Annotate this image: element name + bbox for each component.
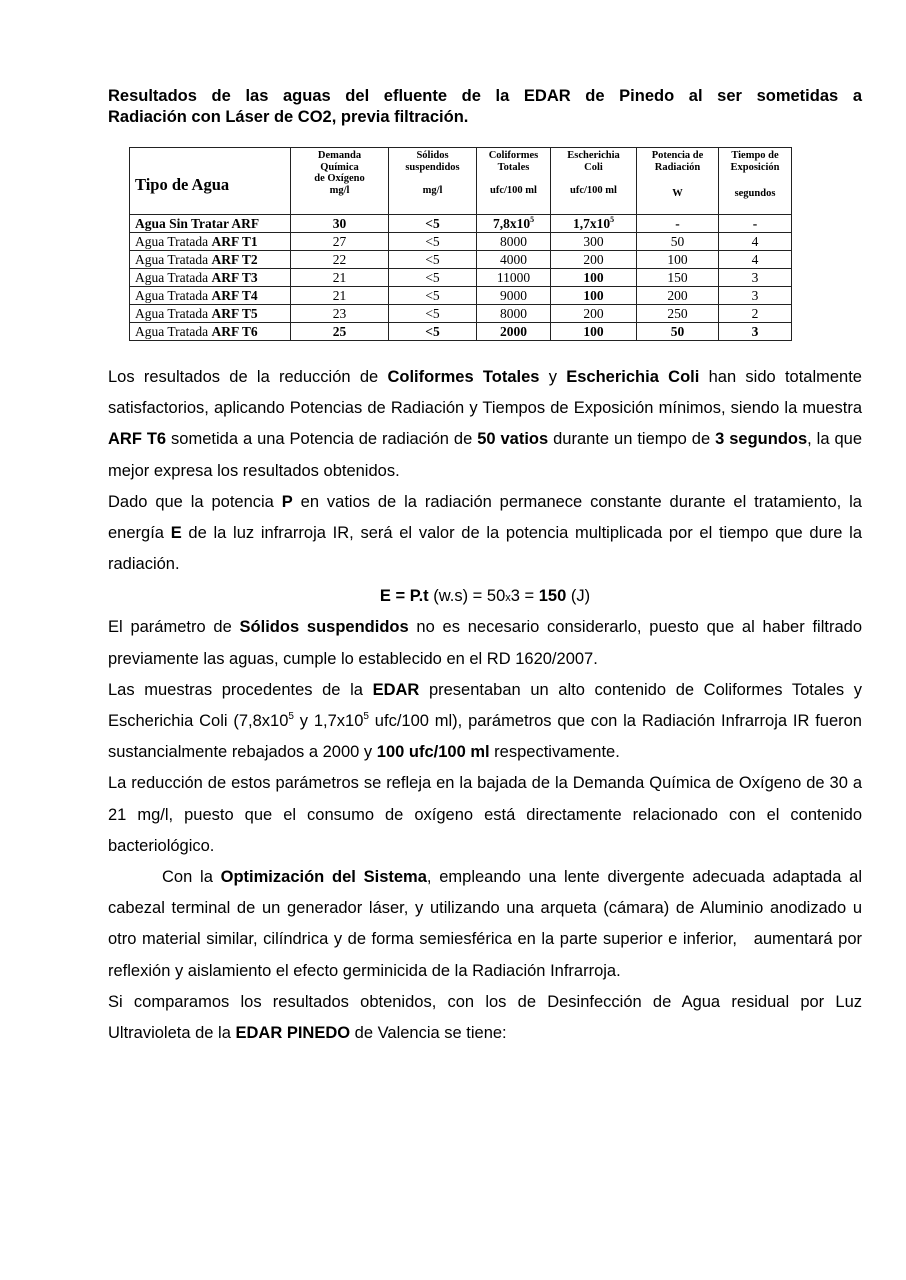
cell-solidos: <5: [389, 251, 477, 269]
header-tipo-de-agua: Tipo de Agua: [130, 148, 291, 215]
cell-solidos: <5: [389, 269, 477, 287]
paragraph-comparison: Si comparamos los resultados obtenidos, con los de Desinfección de Agua residual por Luz Ultravioleta de la EDAR PINEDO de Valencia se tiene:: [108, 992, 862, 1043]
table-header-row: [130, 148, 792, 215]
cell-coliformes: 4000: [477, 251, 551, 269]
cell-dqo: 21: [291, 269, 389, 287]
header-potencia: Potencia de Radiación W: [637, 148, 719, 215]
table-row: [130, 233, 792, 251]
section-title-line-1: Resultados de las aguas del efluente de la EDAR de Pinedo al ser sometidas a: [108, 87, 862, 105]
cell-coliformes: 9000: [477, 287, 551, 305]
cell-dqo: 27: [291, 233, 389, 251]
header-ecoli: Escherichia Coli ufc/100 ml: [551, 148, 637, 215]
cell-coliformes: 8000: [477, 305, 551, 323]
table-row: [130, 287, 792, 305]
cell-ecoli: 100: [551, 287, 637, 305]
cell-ecoli: 200: [551, 251, 637, 269]
cell-tiempo: 3: [719, 287, 792, 305]
cell-solidos: <5: [389, 287, 477, 305]
cell-coliformes: $7,8x10^5$: [477, 215, 551, 233]
cell-potencia: 50: [637, 323, 719, 341]
table-row: [130, 323, 792, 341]
cell-coliformes: 8000: [477, 233, 551, 251]
cell-coliformes: 11000: [477, 269, 551, 287]
header-dqo: Demanda Química de Oxígeno mg/l: [291, 148, 389, 215]
paragraph-results: Los resultados de la reducción de Coliformes Totales y Escherichia Coli han sido totalmente satisfactorios, aplicando Potencias de Radiación y Tiempos de Exposición mínimos, siendo la muestra ARF T6 sometida a una Potencia de radiación de 50 vatios durante un tiempo de 3 segundos, la que mejor expresa los resultados obtenidos.: [108, 368, 862, 480]
table-row: [130, 251, 792, 269]
cell-dqo: 23: [291, 305, 389, 323]
cell-solidos: <5: [389, 305, 477, 323]
cell-potencia: 100: [637, 251, 719, 269]
cell-ecoli: 100: [551, 269, 637, 287]
cell-ecoli: $1,7x10^5$: [551, 215, 637, 233]
cell-potencia: 50: [637, 233, 719, 251]
paragraph-samples: Las muestras procedentes de la EDAR presentaban un alto contenido de Coliformes Totales y Escherichia Coli ($7,8x10^5$ y $1,7x10^5$ ufc/100 ml), parámetros que con la Radiación Infrarroja IR fueron sustancialmente rebajados a 2000 y 100 ufc/100 ml respectivamente.: [108, 680, 862, 762]
cell-sample: Agua Sin Tratar ARF: [130, 215, 291, 233]
header-coliformes: Coliformes Totales ufc/100 ml: [477, 148, 551, 215]
results-table: [129, 147, 792, 341]
cell-coliformes: 2000: [477, 323, 551, 341]
cell-solidos: <5: [389, 233, 477, 251]
header-tiempo: Tiempo de Exposición segundos: [719, 148, 792, 215]
cell-potencia: 150: [637, 269, 719, 287]
cell-tiempo: -: [719, 215, 792, 233]
cell-ecoli: 300: [551, 233, 637, 251]
cell-solidos: <5: [389, 215, 477, 233]
cell-sample: Agua Tratada ARF T4: [130, 287, 291, 305]
paragraph-energy: Dado que la potencia P en vatios de la radiación permanece constante durante el tratamiento, la energía E de la luz infrarroja IR, será el valor de la potencia multiplicada por el tiempo que dure la radiación.: [108, 492, 863, 574]
cell-sample: Agua Tratada ARF T5: [130, 305, 291, 323]
cell-potencia: 250: [637, 305, 719, 323]
cell-tiempo: 4: [719, 251, 792, 269]
paragraph-dqo-reduction: La reducción de estos parámetros se refleja en la bajada de la Demanda Química de Oxígeno de 30 a 21 mg/l, puesto que el consumo de oxígeno está directamente relacionado con el contenido bacteriológico.: [108, 774, 862, 855]
energy-formula: E = P.t (w.s) = 50x3 = 150 (J): [379, 587, 591, 606]
cell-tiempo: 4: [719, 233, 792, 251]
paragraph-solids: El parámetro de Sólidos suspendidos no es necesario considerarlo, puesto que al haber filtrado previamente las aguas, cumple lo establecido en el RD 1620/2007.: [108, 618, 862, 668]
cell-dqo: 22: [291, 251, 389, 269]
section-title-line-2: Radiación con Láser de CO2, previa filtración.: [108, 108, 469, 126]
cell-ecoli: 200: [551, 305, 637, 323]
table-row: [130, 305, 792, 323]
cell-sample: Agua Tratada ARF T2: [130, 251, 291, 269]
cell-ecoli: 100: [551, 323, 637, 341]
cell-dqo: 25: [291, 323, 389, 341]
paragraph-optimization: Con la Optimización del Sistema, empleando una lente divergente adecuada adaptada al cabezal terminal de un generador láser, y utilizando una arqueta (cámara) de Aluminio anodizado u otro material similar, cilíndrica y de forma semiesférica en la parte superior e inferior, aumentará por reflexión y aislamiento el efecto germinicida de la Radiación Infrarroja.: [108, 868, 867, 980]
section-title: [108, 86, 862, 128]
cell-solidos: <5: [389, 323, 477, 341]
cell-sample: Agua Tratada ARF T1: [130, 233, 291, 251]
cell-potencia: 200: [637, 287, 719, 305]
cell-dqo: 21: [291, 287, 389, 305]
table-row: [130, 269, 792, 287]
cell-dqo: 30: [291, 215, 389, 233]
cell-sample: Agua Tratada ARF T6: [130, 323, 291, 341]
body-text: [108, 362, 867, 1049]
cell-tiempo: 2: [719, 305, 792, 323]
cell-potencia: -: [637, 215, 719, 233]
cell-tiempo: 3: [719, 269, 792, 287]
header-solidos: Sólidos suspendidos mg/l: [389, 148, 477, 215]
table-row: [130, 215, 792, 233]
cell-tiempo: 3: [719, 323, 792, 341]
cell-sample: Agua Tratada ARF T3: [130, 269, 291, 287]
